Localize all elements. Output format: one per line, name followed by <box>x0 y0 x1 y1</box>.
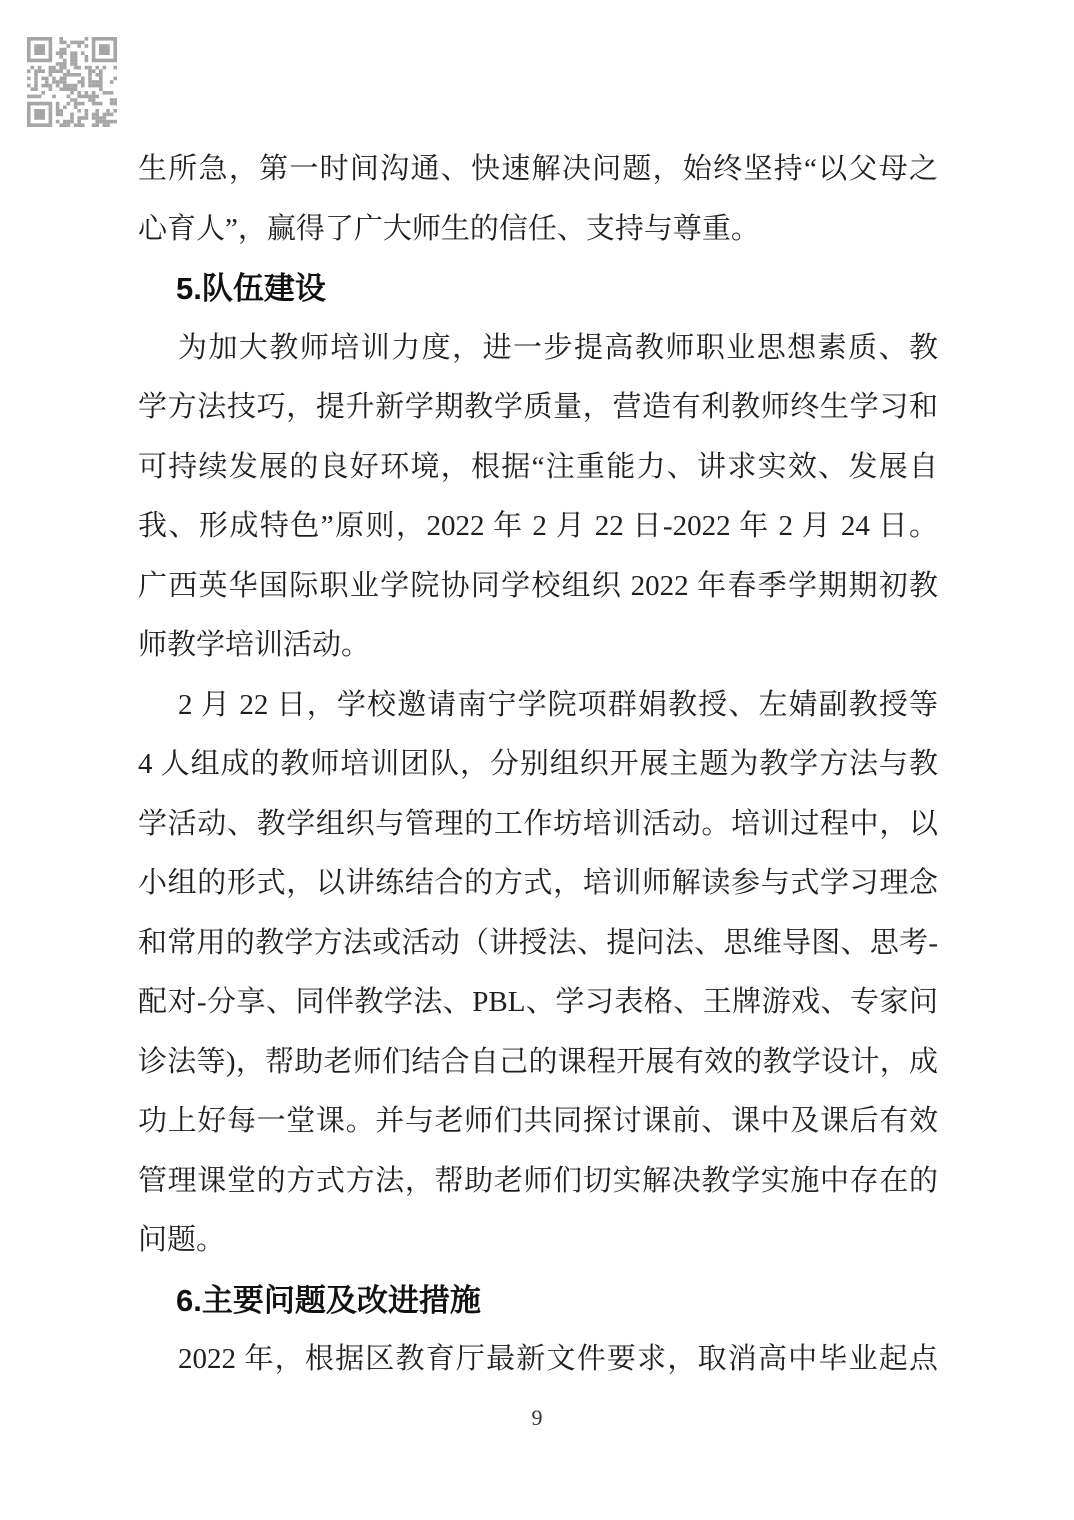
text-line: 4 人组成的教师培训团队，分别组织开展主题为教学方法与教 <box>138 748 938 780</box>
text-line: 可持续发展的良好环境，根据“注重能力、讲求实效、发展自 <box>138 450 938 483</box>
text-line: 为加大教师培训力度，进一步提高教师职业思想素质、教 <box>178 331 938 364</box>
text-line: 生所急，第一时间沟通、快速解决问题，始终坚持“以父母之 <box>138 153 938 185</box>
section-heading: 6.主要问题及改进措施 <box>176 1282 481 1318</box>
text-line: 2022 年，根据区教育厅最新文件要求，取消高中毕业起点 <box>178 1343 938 1375</box>
text-line: 配对-分享、同伴教学法、PBL、学习表格、王牌游戏、专家问 <box>138 986 938 1018</box>
text-line: 和常用的教学方法或活动（讲授法、提问法、思维导图、思考- <box>138 926 938 959</box>
page-footer <box>0 1398 1074 1438</box>
text-line: 诊法等)，帮助老师们结合自己的课程开展有效的教学设计，成 <box>138 1045 938 1078</box>
text-line: 学活动、教学组织与管理的工作坊培训活动。培训过程中，以 <box>138 807 938 840</box>
qr-code-image <box>27 37 117 127</box>
qr-code <box>27 37 117 127</box>
text-line: 功上好每一堂课。并与老师们共同探讨课前、课中及课后有效 <box>138 1105 938 1137</box>
text-line: 问题。 <box>138 1224 226 1256</box>
section-heading: 5.队伍建设 <box>176 271 326 306</box>
text-line: 2 月 22 日，学校邀请南宁学院项群娟教授、左婧副教授等 <box>178 688 938 721</box>
text-line: 小组的形式，以讲练结合的方式，培训师解读参与式学习理念 <box>138 867 938 899</box>
text-line: 广西英华国际职业学院协同学校组织 2022 年春季学期期初教 <box>138 569 938 602</box>
page-body <box>138 140 938 1390</box>
text-line: 学方法技巧，提升新学期教学质量，营造有利教师终生学习和 <box>138 391 938 423</box>
text-line: 师教学培训活动。 <box>138 629 371 661</box>
text-line: 我、形成特色”原则，2022 年 2 月 22 日-2022 年 2 月 24 日。 <box>138 510 938 542</box>
page-number: 9 <box>531 1405 543 1430</box>
text-line: 管理课堂的方式方法，帮助老师们切实解决教学实施中存在的 <box>138 1164 938 1197</box>
text-line: 心育人”，赢得了广大师生的信任、支持与尊重。 <box>138 212 760 245</box>
